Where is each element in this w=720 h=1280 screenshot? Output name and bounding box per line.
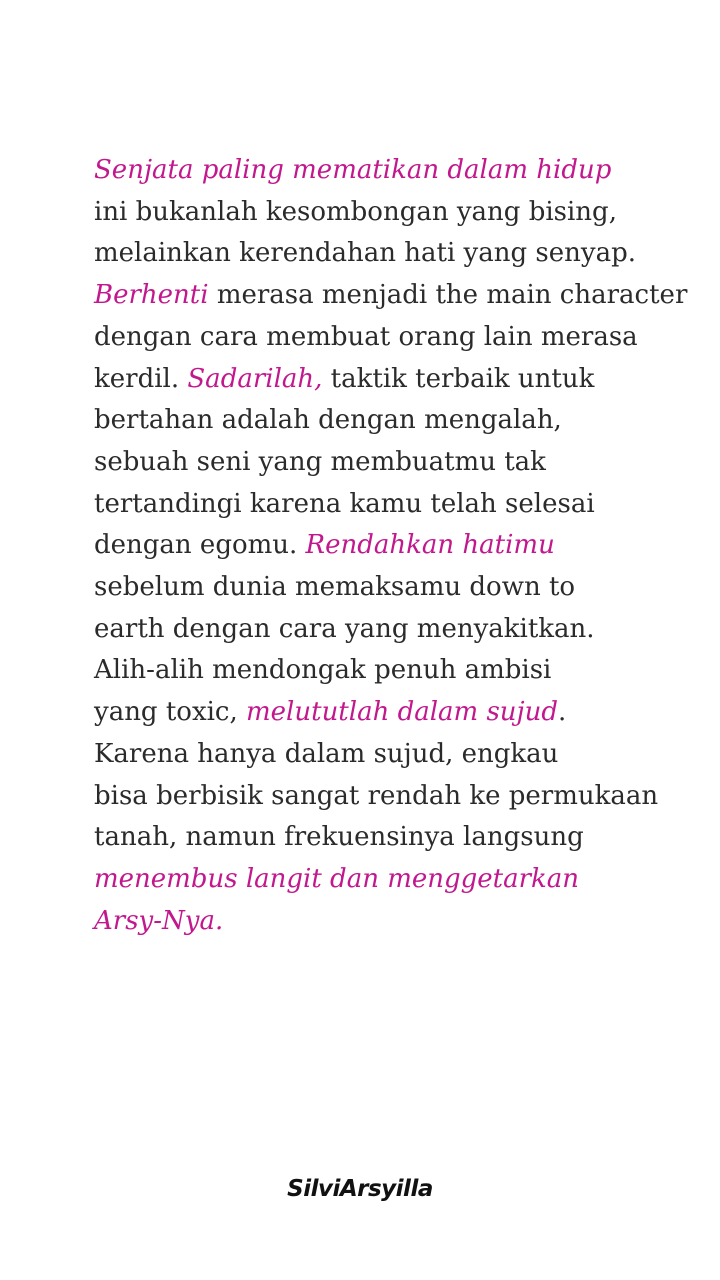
highlighted-phrase: menembus langit dan menggetarkan (94, 863, 580, 894)
quote-text (94, 150, 694, 942)
quote-line (94, 400, 694, 442)
quote-phrase: dengan egomu. (94, 530, 306, 561)
quote-line (94, 275, 694, 317)
highlighted-phrase: Sadarilah, (187, 363, 323, 394)
highlighted-phrase: Berhenti (94, 280, 209, 311)
quote-line (94, 567, 694, 609)
quote-line (94, 692, 694, 734)
quote-phrase: ini bukanlah kesombongan yang bising, (94, 196, 617, 227)
highlighted-phrase: Rendahkan hatimu (305, 530, 555, 561)
quote-phrase: kerdil. (94, 363, 188, 394)
author-signature: SilviArsyilla (287, 1176, 433, 1202)
quote-line (94, 901, 694, 943)
quote-line (94, 859, 694, 901)
quote-line (94, 484, 694, 526)
quote-line (94, 609, 694, 651)
quote-phrase: melainkan kerendahan hati yang senyap. (94, 238, 636, 269)
quote-line (94, 150, 694, 192)
quote-line (94, 650, 694, 692)
quote-line (94, 317, 694, 359)
quote-phrase: sebelum dunia memaksamu down to (94, 572, 576, 603)
highlighted-phrase: melututlah dalam sujud (246, 697, 559, 728)
quote-phrase: Karena hanya dalam sujud, engkau (94, 738, 559, 769)
quote-line (94, 233, 694, 275)
quote-phrase: tertandingi karena kamu telah selesai (94, 488, 595, 519)
quote-line (94, 442, 694, 484)
quote-phrase: taktik terbaik untuk (322, 363, 595, 394)
quote-phrase: . (558, 697, 567, 728)
highlighted-phrase: Arsy-Nya. (94, 905, 224, 936)
quote-line (94, 192, 694, 234)
quote-line (94, 776, 694, 818)
quote-line (94, 525, 694, 567)
quote-phrase: dengan cara membuat orang lain merasa (94, 321, 638, 352)
quote-phrase: earth dengan cara yang menyakitkan. (94, 613, 595, 644)
quote-phrase: Alih-alih mendongak penuh ambisi (94, 655, 552, 686)
quote-phrase: merasa menjadi the main character (208, 280, 688, 311)
quote-line (94, 734, 694, 776)
quote-phrase: bisa berbisik sangat rendah ke permukaan (94, 780, 659, 811)
quote-phrase: bertahan adalah dengan mengalah, (94, 405, 562, 436)
quote-line (94, 359, 694, 401)
highlighted-phrase: Senjata paling mematikan dalam hidup (94, 155, 612, 185)
quote-line (94, 817, 694, 859)
quote-phrase: tanah, namun frekuensinya langsung (94, 822, 584, 853)
quote-phrase: sebuah seni yang membuatmu tak (94, 446, 546, 477)
quote-phrase: yang toxic, (94, 697, 247, 728)
